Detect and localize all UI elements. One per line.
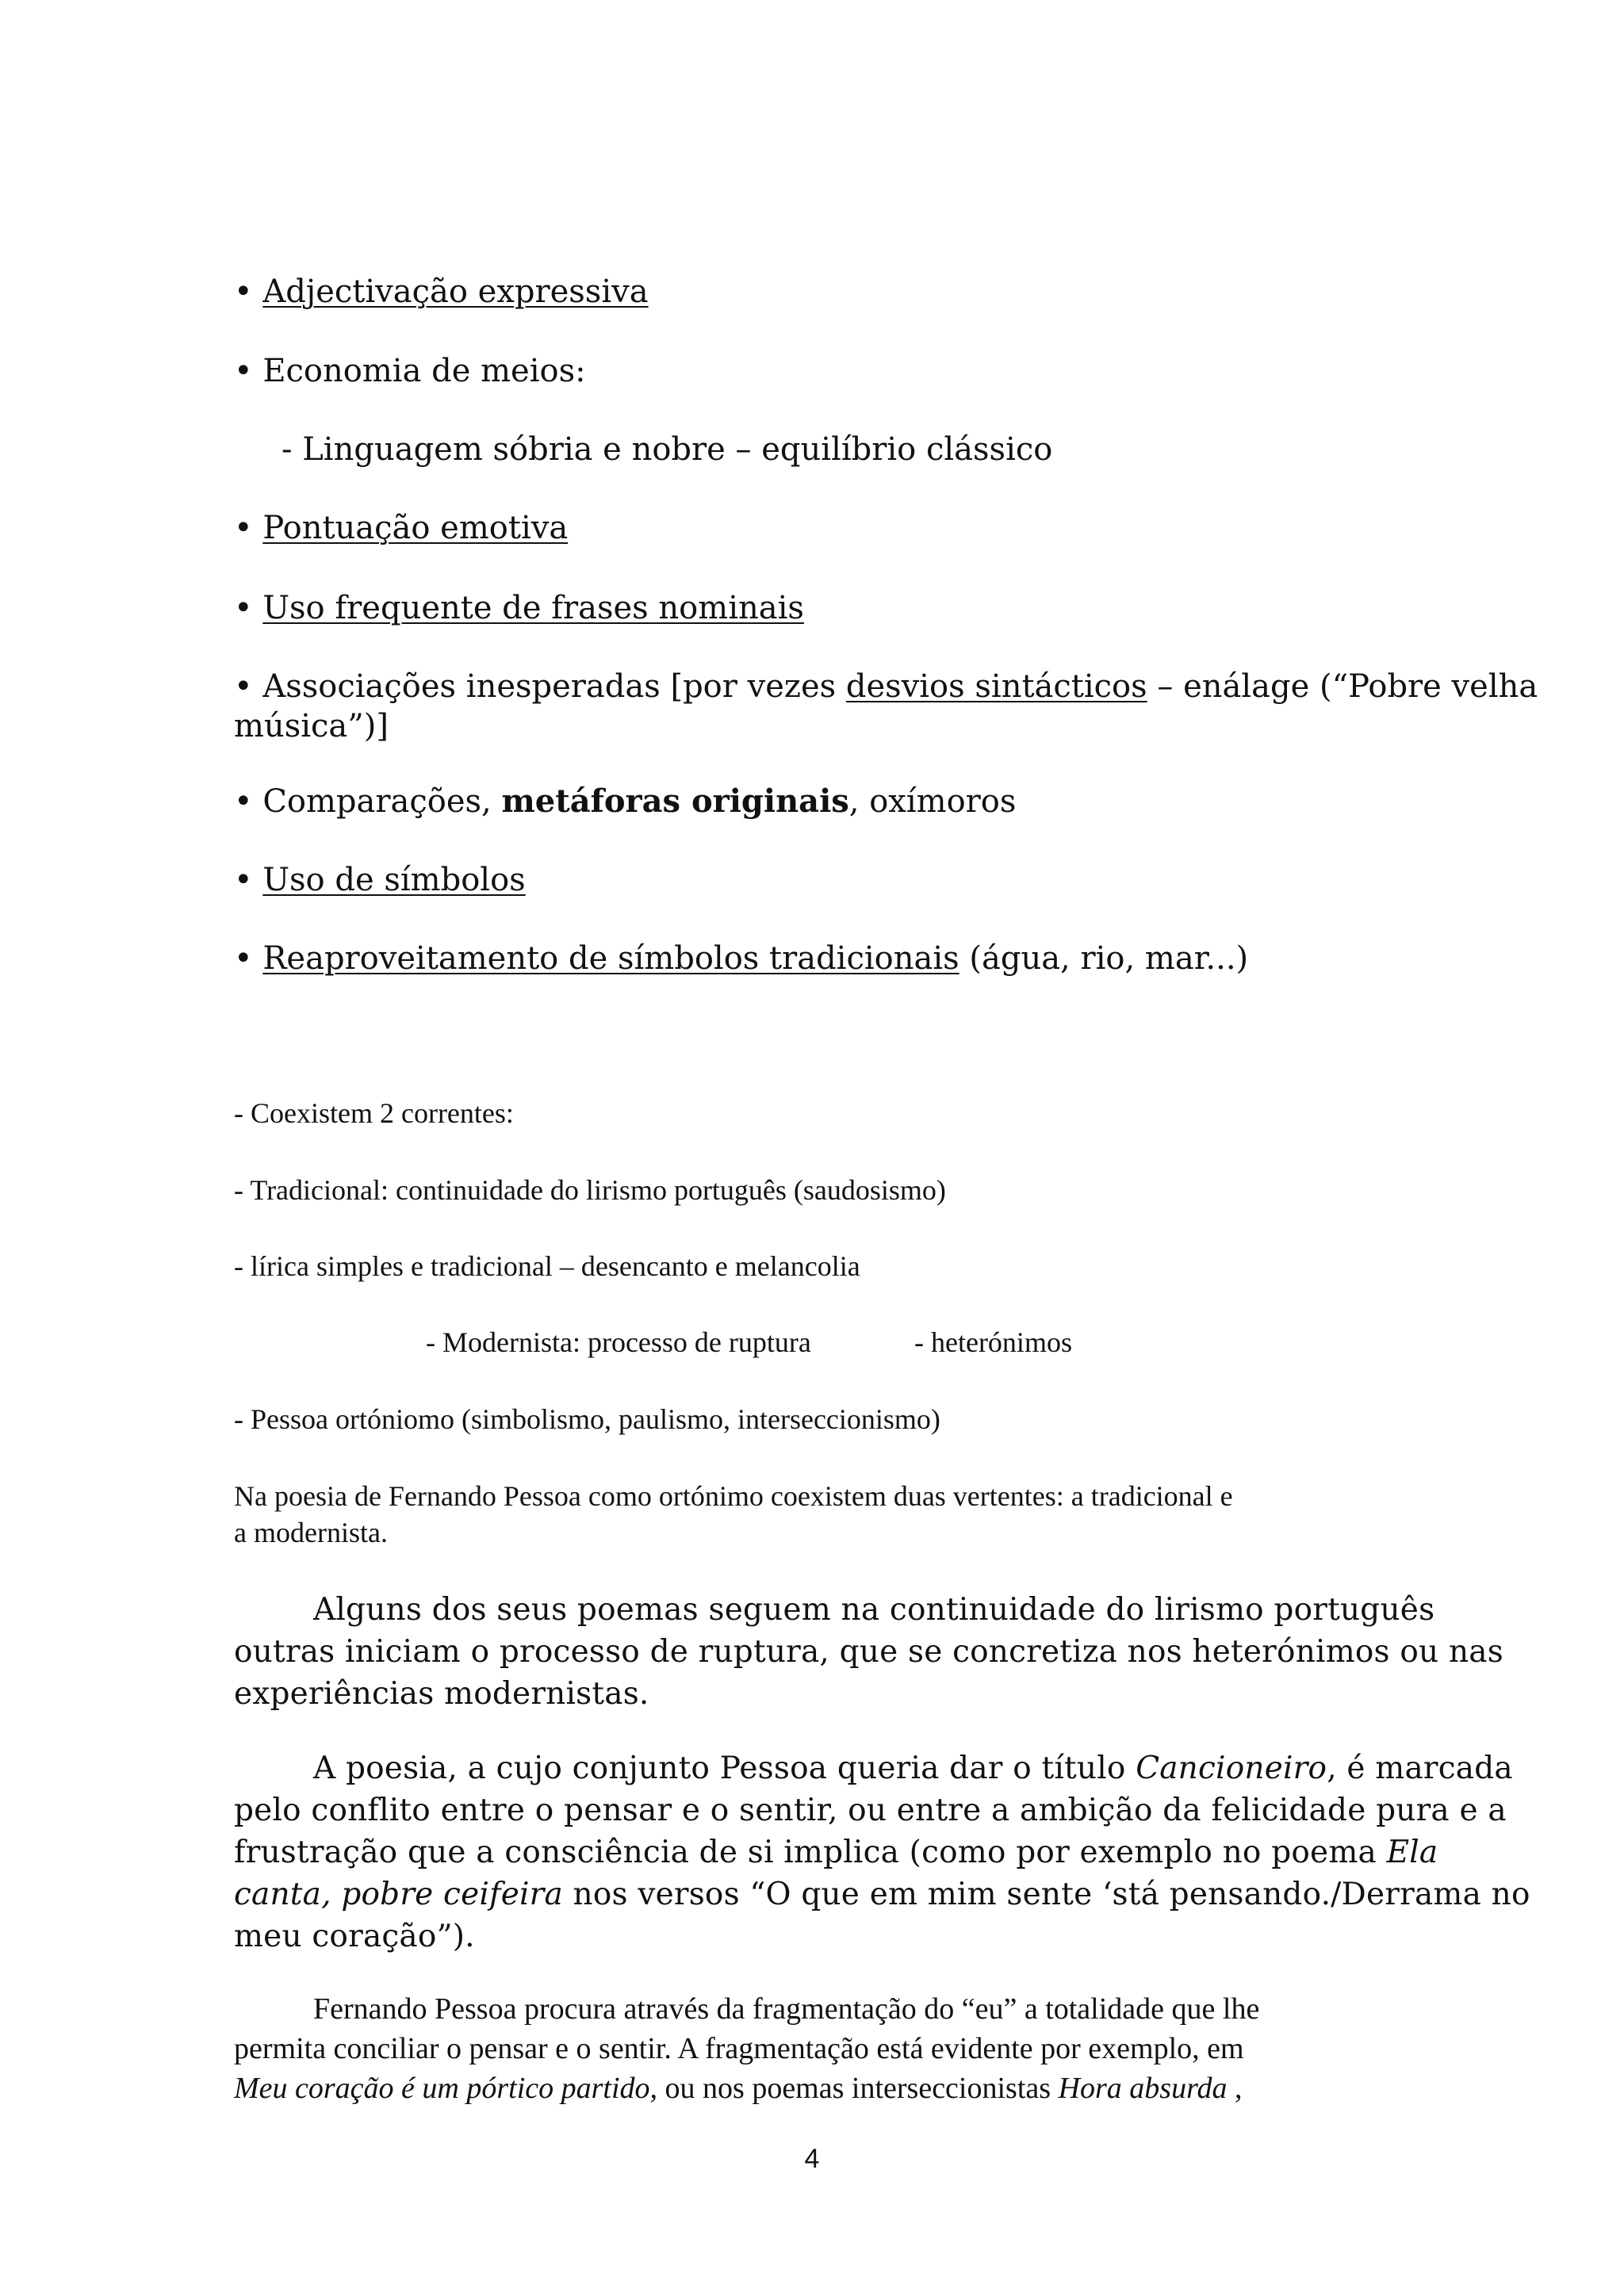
para2-line2: pelo conflito entre o pensar e o sentir, ou entre a ambição da felicidade pura e a bbox=[234, 1793, 1507, 1828]
bullet-icon: • bbox=[234, 510, 253, 546]
bullet-text-cont: música”)] bbox=[234, 708, 389, 744]
bullet-text: Associações inesperadas [por vezes bbox=[262, 668, 846, 705]
bullet-icon: • bbox=[234, 274, 253, 310]
para2-text: A poesia, a cujo conjunto Pessoa queria dar o título bbox=[313, 1751, 1136, 1786]
bullet-economia-sub bbox=[282, 431, 1052, 468]
bullet-text-post: (água, rio, mar...) bbox=[959, 940, 1249, 977]
bullet-reaproveitamento bbox=[234, 940, 1248, 977]
para2-text: nos versos “O que em mim sente ‘stá pensando./Derrama no bbox=[562, 1877, 1530, 1912]
bullet-economia bbox=[234, 353, 586, 389]
bullet-associacoes bbox=[234, 668, 1538, 705]
bullet-comparacoes bbox=[234, 783, 1016, 820]
note-na-poesia-1: Na poesia de Fernando Pessoa como ortónimo coexistem duas vertentes: a tradicional e bbox=[234, 1480, 1233, 1512]
para3-italic: Meu coração é um pórtico partido, bbox=[234, 2072, 658, 2105]
bullet-frases-nominais bbox=[234, 590, 804, 626]
note-heteronimos: - heterónimos bbox=[914, 1326, 1072, 1358]
bullet-subtext: - Linguagem sóbria e nobre – equilíbrio clássico bbox=[282, 431, 1053, 468]
para1-line2: outras iniciam o processo de ruptura, que se concretiza nos heterónimos ou nas bbox=[234, 1634, 1503, 1670]
bullet-icon: • bbox=[234, 668, 253, 705]
para2-line4 bbox=[234, 1877, 1530, 1912]
note-lirica: - lírica simples e tradicional – desencanto e melancolia bbox=[234, 1250, 860, 1282]
para2-line1 bbox=[313, 1751, 1513, 1786]
para2-italic-title: Cancioneiro bbox=[1136, 1751, 1327, 1786]
para2-text-post: , é marcada bbox=[1327, 1751, 1513, 1786]
para2-text: frustração que a consciência de si implica (como por exemplo no poema bbox=[234, 1835, 1387, 1870]
bullet-text-post: , oxímoros bbox=[848, 783, 1017, 820]
para3-text-post: , bbox=[1227, 2072, 1243, 2105]
para3-line3 bbox=[234, 2071, 1242, 2106]
bullet-bold: metáforas originais bbox=[501, 783, 849, 820]
bullet-icon: • bbox=[234, 862, 253, 898]
para1-line3: experiências modernistas. bbox=[234, 1676, 649, 1712]
para3-line2: permita conciliar o pensar e o sentir. A fragmentação está evidente por exemplo, em bbox=[234, 2032, 1244, 2065]
bullet-icon: • bbox=[234, 783, 253, 820]
bullet-text: Uso de símbolos bbox=[262, 862, 526, 898]
bullet-text: Pontuação emotiva bbox=[262, 510, 569, 546]
para3-line1: Fernando Pessoa procura através da fragmentação do “eu” a totalidade que lhe bbox=[313, 1992, 1260, 2026]
note-tradicional: - Tradicional: continuidade do lirismo português (saudosismo) bbox=[234, 1174, 946, 1206]
bullet-icon: • bbox=[234, 353, 253, 389]
page-number: 4 bbox=[804, 2144, 820, 2174]
para3-text: ou nos poemas interseccionistas bbox=[657, 2072, 1059, 2105]
para2-italic: canta, pobre ceifeira bbox=[234, 1877, 563, 1912]
note-modernista: - Modernista: processo de ruptura bbox=[426, 1326, 811, 1358]
bullet-text: Adjectivação expressiva bbox=[262, 274, 649, 310]
bullet-underlined: desvios sintácticos bbox=[845, 668, 1147, 705]
para1-line1: Alguns dos seus poemas seguem na continuidade do lirismo português bbox=[313, 1592, 1435, 1628]
bullet-underlined: Reaproveitamento de símbolos tradicionais bbox=[262, 940, 959, 977]
para3-italic-2: Hora absurda bbox=[1058, 2072, 1228, 2105]
para2-line5: meu coração”). bbox=[234, 1919, 475, 1954]
para2-line3 bbox=[234, 1835, 1438, 1870]
bullet-text: Economia de meios: bbox=[262, 353, 586, 389]
para2-italic: Ela bbox=[1386, 1835, 1438, 1870]
note-coexistem: - Coexistem 2 correntes: bbox=[234, 1097, 514, 1129]
bullet-icon: • bbox=[234, 590, 253, 626]
bullet-text-post: – enálage (“Pobre velha bbox=[1147, 668, 1538, 705]
note-pessoa: - Pessoa ortóniomo (simbolismo, paulismo, interseccionismo) bbox=[234, 1403, 940, 1435]
note-na-poesia-2: a modernista. bbox=[234, 1517, 388, 1548]
bullet-icon: • bbox=[234, 940, 253, 977]
bullet-text: Uso frequente de frases nominais bbox=[262, 590, 804, 626]
bullet-associacoes-cont bbox=[234, 708, 389, 744]
bullet-adjectivacao bbox=[234, 274, 649, 310]
bullet-simbolos bbox=[234, 862, 526, 898]
bullet-text: Comparações, bbox=[262, 783, 502, 820]
bullet-pontuacao bbox=[234, 510, 568, 546]
